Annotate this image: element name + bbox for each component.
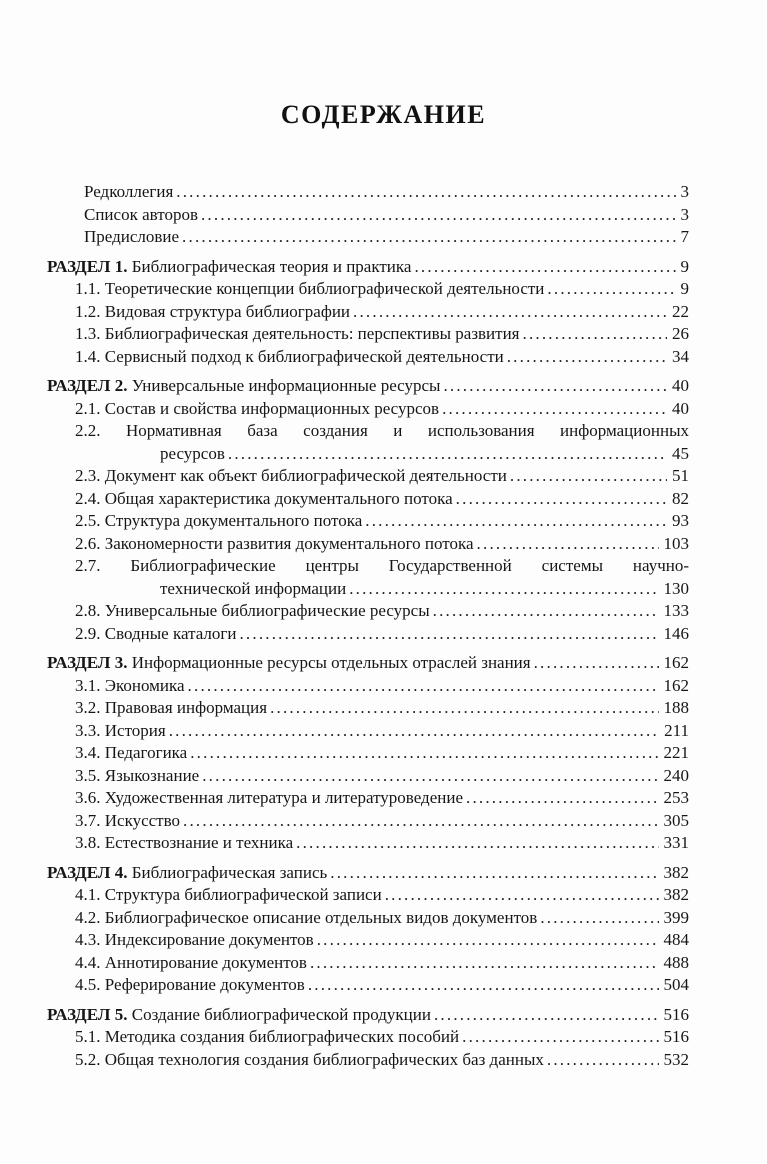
- page-number: 7: [680, 227, 689, 246]
- entry-label-continuation: технической информации: [160, 578, 347, 598]
- page-number: 26: [672, 324, 689, 343]
- page-number: 331: [663, 833, 689, 852]
- toc-entry: [47, 1049, 689, 1072]
- entry-label: 3.6. Художественная литература и литературоведение: [75, 788, 463, 807]
- toc-entry: [47, 346, 689, 369]
- toc-entry: [47, 675, 689, 698]
- page-number: 240: [663, 765, 689, 785]
- toc-section-heading: [47, 375, 689, 398]
- entry-label: 3.3. История: [75, 720, 166, 740]
- page-number: 399: [663, 907, 689, 927]
- entry-label: 5.2. Общая технология создания библиографических баз данных: [75, 1049, 544, 1069]
- section-title: РАЗДЕЛ 5. Создание библиографической продукции: [47, 1004, 431, 1024]
- section-title: РАЗДЕЛ 2. Универсальные информационные ресурсы: [47, 376, 441, 395]
- dot-leader: [308, 974, 659, 997]
- page-number: 146: [663, 623, 689, 643]
- entry-label: Редколлегия: [84, 182, 174, 201]
- entry-label: 4.5. Реферирование документов: [75, 975, 305, 994]
- dot-leader: [169, 720, 659, 743]
- dot-leader: [385, 884, 659, 907]
- dot-leader: [442, 398, 667, 421]
- page-number: 51: [672, 466, 689, 485]
- toc-entry: [47, 742, 689, 765]
- entry-label: 3.8. Естествознание и техника: [75, 833, 294, 852]
- page-number: 162: [663, 653, 689, 672]
- page-number: 382: [663, 885, 689, 904]
- page-title: СОДЕРЖАНИЕ: [280, 100, 487, 129]
- entry-continuation: [75, 578, 689, 601]
- section-label: РАЗДЕЛ 4.: [47, 862, 132, 882]
- page-number: 3: [680, 204, 689, 224]
- toc-section-heading: [47, 1004, 689, 1027]
- entry-label: 4.1. Структура библиографической записи: [75, 885, 382, 904]
- section-label: РАЗДЕЛ 3.: [47, 653, 132, 672]
- toc-entry: [47, 488, 689, 511]
- page-number: 162: [663, 675, 689, 695]
- dot-leader: [349, 578, 658, 601]
- entry-label: 1.3. Библиографическая деятельность: перспективы развития: [75, 324, 520, 343]
- toc-entry: [47, 929, 689, 952]
- toc-entry: [47, 301, 689, 324]
- dot-leader: [433, 600, 659, 623]
- entry-label: 2.3. Документ как объект библиографической деятельности: [75, 466, 507, 485]
- page-number: 532: [663, 1049, 689, 1069]
- dot-leader: [466, 787, 659, 810]
- toc-entry: [47, 810, 689, 833]
- page-number: 504: [663, 975, 689, 994]
- dot-leader: [190, 742, 658, 765]
- toc-entry: [47, 533, 689, 556]
- dot-leader: [188, 675, 659, 698]
- dot-leader: [310, 952, 659, 975]
- toc-entry: [47, 765, 689, 788]
- page-number: 40: [672, 376, 689, 395]
- toc-entry: [47, 278, 689, 301]
- page-number: 211: [664, 720, 689, 740]
- dot-leader: [330, 862, 658, 885]
- entry-label: 2.5. Структура документального потока: [75, 511, 363, 530]
- dot-leader: [456, 488, 667, 511]
- section-label: РАЗДЕЛ 1.: [47, 256, 132, 276]
- dot-leader: [523, 323, 668, 346]
- page-number: 34: [672, 346, 689, 366]
- page-number: 9: [680, 256, 689, 276]
- dot-leader: [182, 226, 675, 249]
- toc-entry: [47, 907, 689, 930]
- entry-label: 3.5. Языкознание: [75, 765, 200, 785]
- entry-label: 2.6. Закономерности развития документального потока: [75, 533, 474, 553]
- toc-entry: [47, 181, 689, 204]
- toc-entry: [47, 323, 689, 346]
- dot-leader: [510, 465, 667, 488]
- entry-label: 1.4. Сервисный подход к библиографической деятельности: [75, 346, 504, 366]
- dot-leader: [414, 256, 675, 279]
- dot-leader: [434, 1004, 659, 1027]
- dot-leader: [176, 181, 675, 204]
- page-number: 3: [680, 182, 689, 201]
- page-number: 221: [663, 743, 689, 762]
- toc-entry: [47, 884, 689, 907]
- page-number: 93: [672, 511, 689, 530]
- toc-entry: [47, 974, 689, 997]
- page-number: 253: [663, 788, 689, 807]
- toc-section-heading: [47, 652, 689, 675]
- page-number: 488: [663, 952, 689, 972]
- dot-leader: [202, 765, 658, 788]
- entry-label: 4.4. Аннотирование документов: [75, 952, 307, 972]
- dot-leader: [228, 443, 667, 466]
- toc-entry: [47, 1026, 689, 1049]
- section-title: РАЗДЕЛ 3. Информационные ресурсы отдельных отраслей знания: [47, 653, 531, 672]
- toc-entry: [47, 420, 689, 465]
- dot-leader: [547, 1049, 659, 1072]
- toc-entry: [47, 510, 689, 533]
- page-number: 22: [672, 301, 689, 321]
- entry-label: 5.1. Методика создания библиографических пособий: [75, 1027, 460, 1046]
- page-number: 305: [663, 810, 689, 830]
- page-number: 484: [663, 930, 689, 949]
- dot-leader: [201, 204, 676, 227]
- page-number: 130: [663, 578, 689, 598]
- dot-leader: [365, 510, 667, 533]
- toc-entry: [47, 226, 689, 249]
- entry-label: Предисловие: [84, 227, 180, 246]
- dot-leader: [353, 301, 667, 324]
- page-number: 9: [680, 279, 689, 298]
- dot-leader: [317, 929, 659, 952]
- entry-label: 2.9. Сводные каталоги: [75, 623, 237, 643]
- toc-entry: [47, 204, 689, 227]
- section-title: РАЗДЕЛ 1. Библиографическая теория и практика: [47, 256, 412, 276]
- dot-leader: [540, 907, 658, 930]
- entry-label: 2.7. Библиографические центры Государственной системы научно-: [75, 556, 689, 575]
- toc-section-heading: [47, 862, 689, 885]
- dot-leader: [270, 697, 658, 720]
- page-number: 45: [672, 443, 689, 463]
- entry-label: 3.2. Правовая информация: [75, 698, 268, 717]
- section-label: РАЗДЕЛ 2.: [47, 376, 132, 395]
- entry-label: 3.7. Искусство: [75, 810, 181, 830]
- dot-leader: [507, 346, 667, 369]
- entry-label: Список авторов: [84, 204, 198, 224]
- page-number: 382: [663, 862, 689, 882]
- toc-entry: [47, 787, 689, 810]
- page-number: 516: [663, 1027, 689, 1046]
- dot-leader: [477, 533, 659, 556]
- page-number: 40: [672, 398, 689, 418]
- dot-leader: [547, 278, 675, 301]
- toc-entry: [47, 398, 689, 421]
- dot-leader: [239, 623, 658, 646]
- page-number: 133: [663, 601, 689, 620]
- entry-label-continuation: ресурсов: [160, 443, 225, 463]
- entry-label: 2.8. Универсальные библиографические ресурсы: [75, 601, 430, 620]
- toc-list: [47, 181, 689, 1071]
- toc-entry: [47, 720, 689, 743]
- page-number: 188: [663, 698, 689, 717]
- toc-entry: [47, 623, 689, 646]
- dot-leader: [443, 375, 667, 398]
- entry-continuation: [75, 443, 689, 466]
- entry-label: 4.3. Индексирование документов: [75, 930, 314, 949]
- page-number: 103: [663, 533, 689, 553]
- dot-leader: [462, 1026, 658, 1049]
- entry-label: 2.4. Общая характеристика документального потока: [75, 488, 453, 508]
- toc-entry: [47, 465, 689, 488]
- toc-entry: [47, 832, 689, 855]
- page-number: 516: [663, 1004, 689, 1024]
- entry-label: 1.1. Теоретические концепции библиографической деятельности: [75, 279, 545, 298]
- toc-section-heading: [47, 256, 689, 279]
- toc-entry: [47, 600, 689, 623]
- entry-label: 2.2. Нормативная база создания и использования информационных: [75, 421, 689, 440]
- page-number: 82: [672, 488, 689, 508]
- entry-label: 1.2. Видовая структура библиографии: [75, 301, 351, 321]
- toc-entry: [47, 952, 689, 975]
- toc-entry: [47, 555, 689, 600]
- dot-leader: [296, 832, 658, 855]
- toc-entry: [47, 697, 689, 720]
- entry-label: 3.1. Экономика: [75, 675, 185, 695]
- entry-label: 3.4. Педагогика: [75, 743, 188, 762]
- entry-label: 2.1. Состав и свойства информационных ресурсов: [75, 398, 440, 418]
- section-label: РАЗДЕЛ 5.: [47, 1004, 132, 1024]
- section-title: РАЗДЕЛ 4. Библиографическая запись: [47, 862, 328, 882]
- entry-label: 4.2. Библиографическое описание отдельных видов документов: [75, 907, 538, 927]
- dot-leader: [183, 810, 658, 833]
- dot-leader: [534, 652, 659, 675]
